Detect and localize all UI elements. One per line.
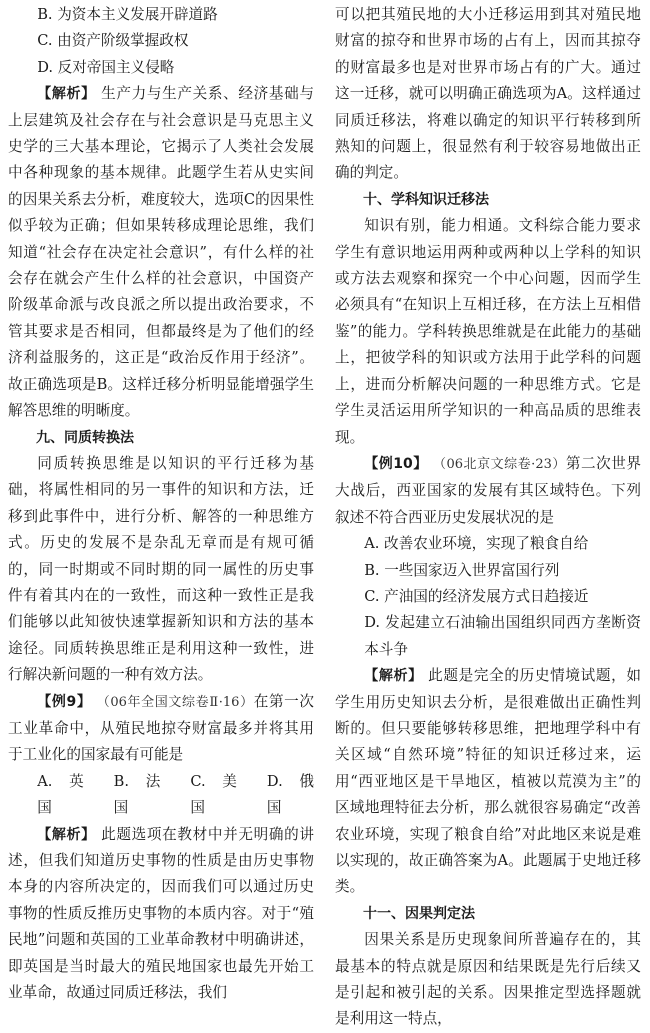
left-column — [8, 2, 314, 1006]
analysis-paragraph — [8, 81, 314, 424]
option-b: B. 法国 — [113, 772, 161, 817]
analysis-tag: 【解析】 — [364, 668, 423, 685]
section-heading-11: 十一、因果判定法 — [363, 905, 475, 922]
option-c: C. 产油国的经济发展方式日趋接近 — [364, 587, 589, 605]
option-b: B. 一些国家迈入世界富国行列 — [364, 561, 560, 579]
example-9 — [8, 689, 314, 769]
example-tag: 【例10】 — [364, 455, 428, 472]
analysis-tag: 【解析】 — [37, 826, 96, 843]
option-a: A. 英国 — [37, 772, 84, 817]
section-9-text: 同质转换思维是以知识的平行迁移为基础，将属性相同的另一事件的知识和方法，迁移到此事件中，进行分析、解答的一种思维方式。历史的发展不是杂乱无章而是有规可循的，同一时期或不同时期的同一属性的历史事件有着其内在的一致性，而这种一致性正是我们能够以此知彼快速掌握新知识和方法的基本途径。同质转换思维正是利用这种一致性，进行解决新问题的一种有效方法。 — [8, 454, 314, 684]
example-question: 第二次世界大战后，西亚国家的发展有其区域特色。下列叙述不符合西亚历史发展状况的是 — [335, 454, 641, 526]
example-source: （06年全国文综卷Ⅱ·16） — [96, 694, 254, 710]
analysis-paragraph — [8, 822, 314, 1007]
option-c: C. 美国 — [190, 772, 237, 817]
analysis-tag: 【解析】 — [37, 86, 96, 103]
option-b: B. 为资本主义发展开辟道路 — [37, 6, 218, 23]
example-question: 在第一次工业革命中，从殖民地掠夺财富最多并将其用于工业化的国家最有可能是 — [8, 692, 314, 764]
example-source: （06北京文综卷·23） — [432, 456, 566, 472]
section-10-text: 知识有别，能力相通。文科综合能力要求学生有意识地运用两种或两种以上学科的知识或方法去观察和探究一个中心问题，因而学生必须具有“在知识上互相迁移，在方法上互相借鉴”的能力。学科转换思维就是在此能力的基础上，把彼学科的知识或方法用于此学科的问题上，进而分析解决问题的一种思维方式。它是学生灵活运用所学知识的一种高品质的思维表现。 — [335, 217, 641, 446]
example-tag: 【例9】 — [37, 693, 92, 710]
analysis-paragraph — [335, 663, 641, 901]
option-a: A. 改善农业环境，实现了粮食自给 — [364, 535, 589, 553]
analysis-text: 此题是完全的历史情境试题，如学生用历史知识去分析，是很难做出正确性判断的。但只要能够转移思维，把地理学科中有关区域“自然环境”特征的知识迁移过来，运用“西亚地区是干旱地区，植被以荒漠为主”的区域地理特征去分析，那么就很容易确定“改善农业环境，实现了粮食自给”对此地区来说是难以实现的，故正确答案为A。此题属于史地迁移类。 — [335, 667, 642, 896]
option-d: D. 发起建立石油输出国组织同西方垄断资本斗争 — [364, 614, 641, 658]
example-10 — [335, 451, 641, 531]
analysis-text: 此题选项在教材中并无明确的讲述，但我们知道历史事物的性质是由历史事物本身的内容所决定的，因而我们可以通过历史事物的性质反推历史事物的本质内容。对于“殖民地”问题和英国的工业革命教材中明确讲述，即英国是当时最大的殖民地国家也最先开始工业革命，故通过同质迁移法，我们 — [8, 825, 315, 1002]
section-heading-9: 九、同质转换法 — [36, 429, 134, 446]
analysis-continued: 可以把其殖民地的大小迁移运用到其对殖民地财富的掠夺和世界市场的占有上，因而其掠夺的财富最多也是对世界市场占有的广大。通过这一迁移，就可以明确正确选项为A。这样通过同质迁移法，将难以确定的知识平行转移到所熟知的问题上，很显然有利于较容易地做出正确的判定。 — [335, 6, 641, 182]
option-d: D. 俄国 — [266, 772, 314, 817]
section-11-text: 因果关系是历史现象间所普遍存在的，其最基本的特点就是原因和结果既是先行后续又是引起和被引起的关系。因果推定型选择题就是利用这一特点， — [335, 931, 641, 1028]
right-column — [335, 2, 641, 1033]
analysis-text: 生产力与生产关系、经济基础与上层建筑及社会存在与社会意识是马克思主义史学的三大基本理论，它揭示了人类社会发展中各种现象的基本规律。此题学生若从史实间的因果关系去分析，难度较大，选项C的因果性似乎较为正确；但如果转移成理论思维，我们知道“社会存在决定社会意识”，有什么样的社会存在就会产生什么样的社会意识，中国资产阶级革命派与改良派之所以提出政治要求，不管其要求是否相同，但都最终是为了他们的经济利益服务的，这正是“政治反作用于经济”。故正确选项是B。这样迁移分析明显能增强学生解答思维的明晰度。 — [8, 85, 315, 420]
section-heading-10: 十、学科知识迁移法 — [363, 191, 489, 208]
option-d: D. 反对帝国主义侵略 — [37, 58, 175, 76]
option-c: C. 由资产阶级掌握政权 — [37, 32, 189, 50]
example-9-options — [8, 769, 314, 822]
